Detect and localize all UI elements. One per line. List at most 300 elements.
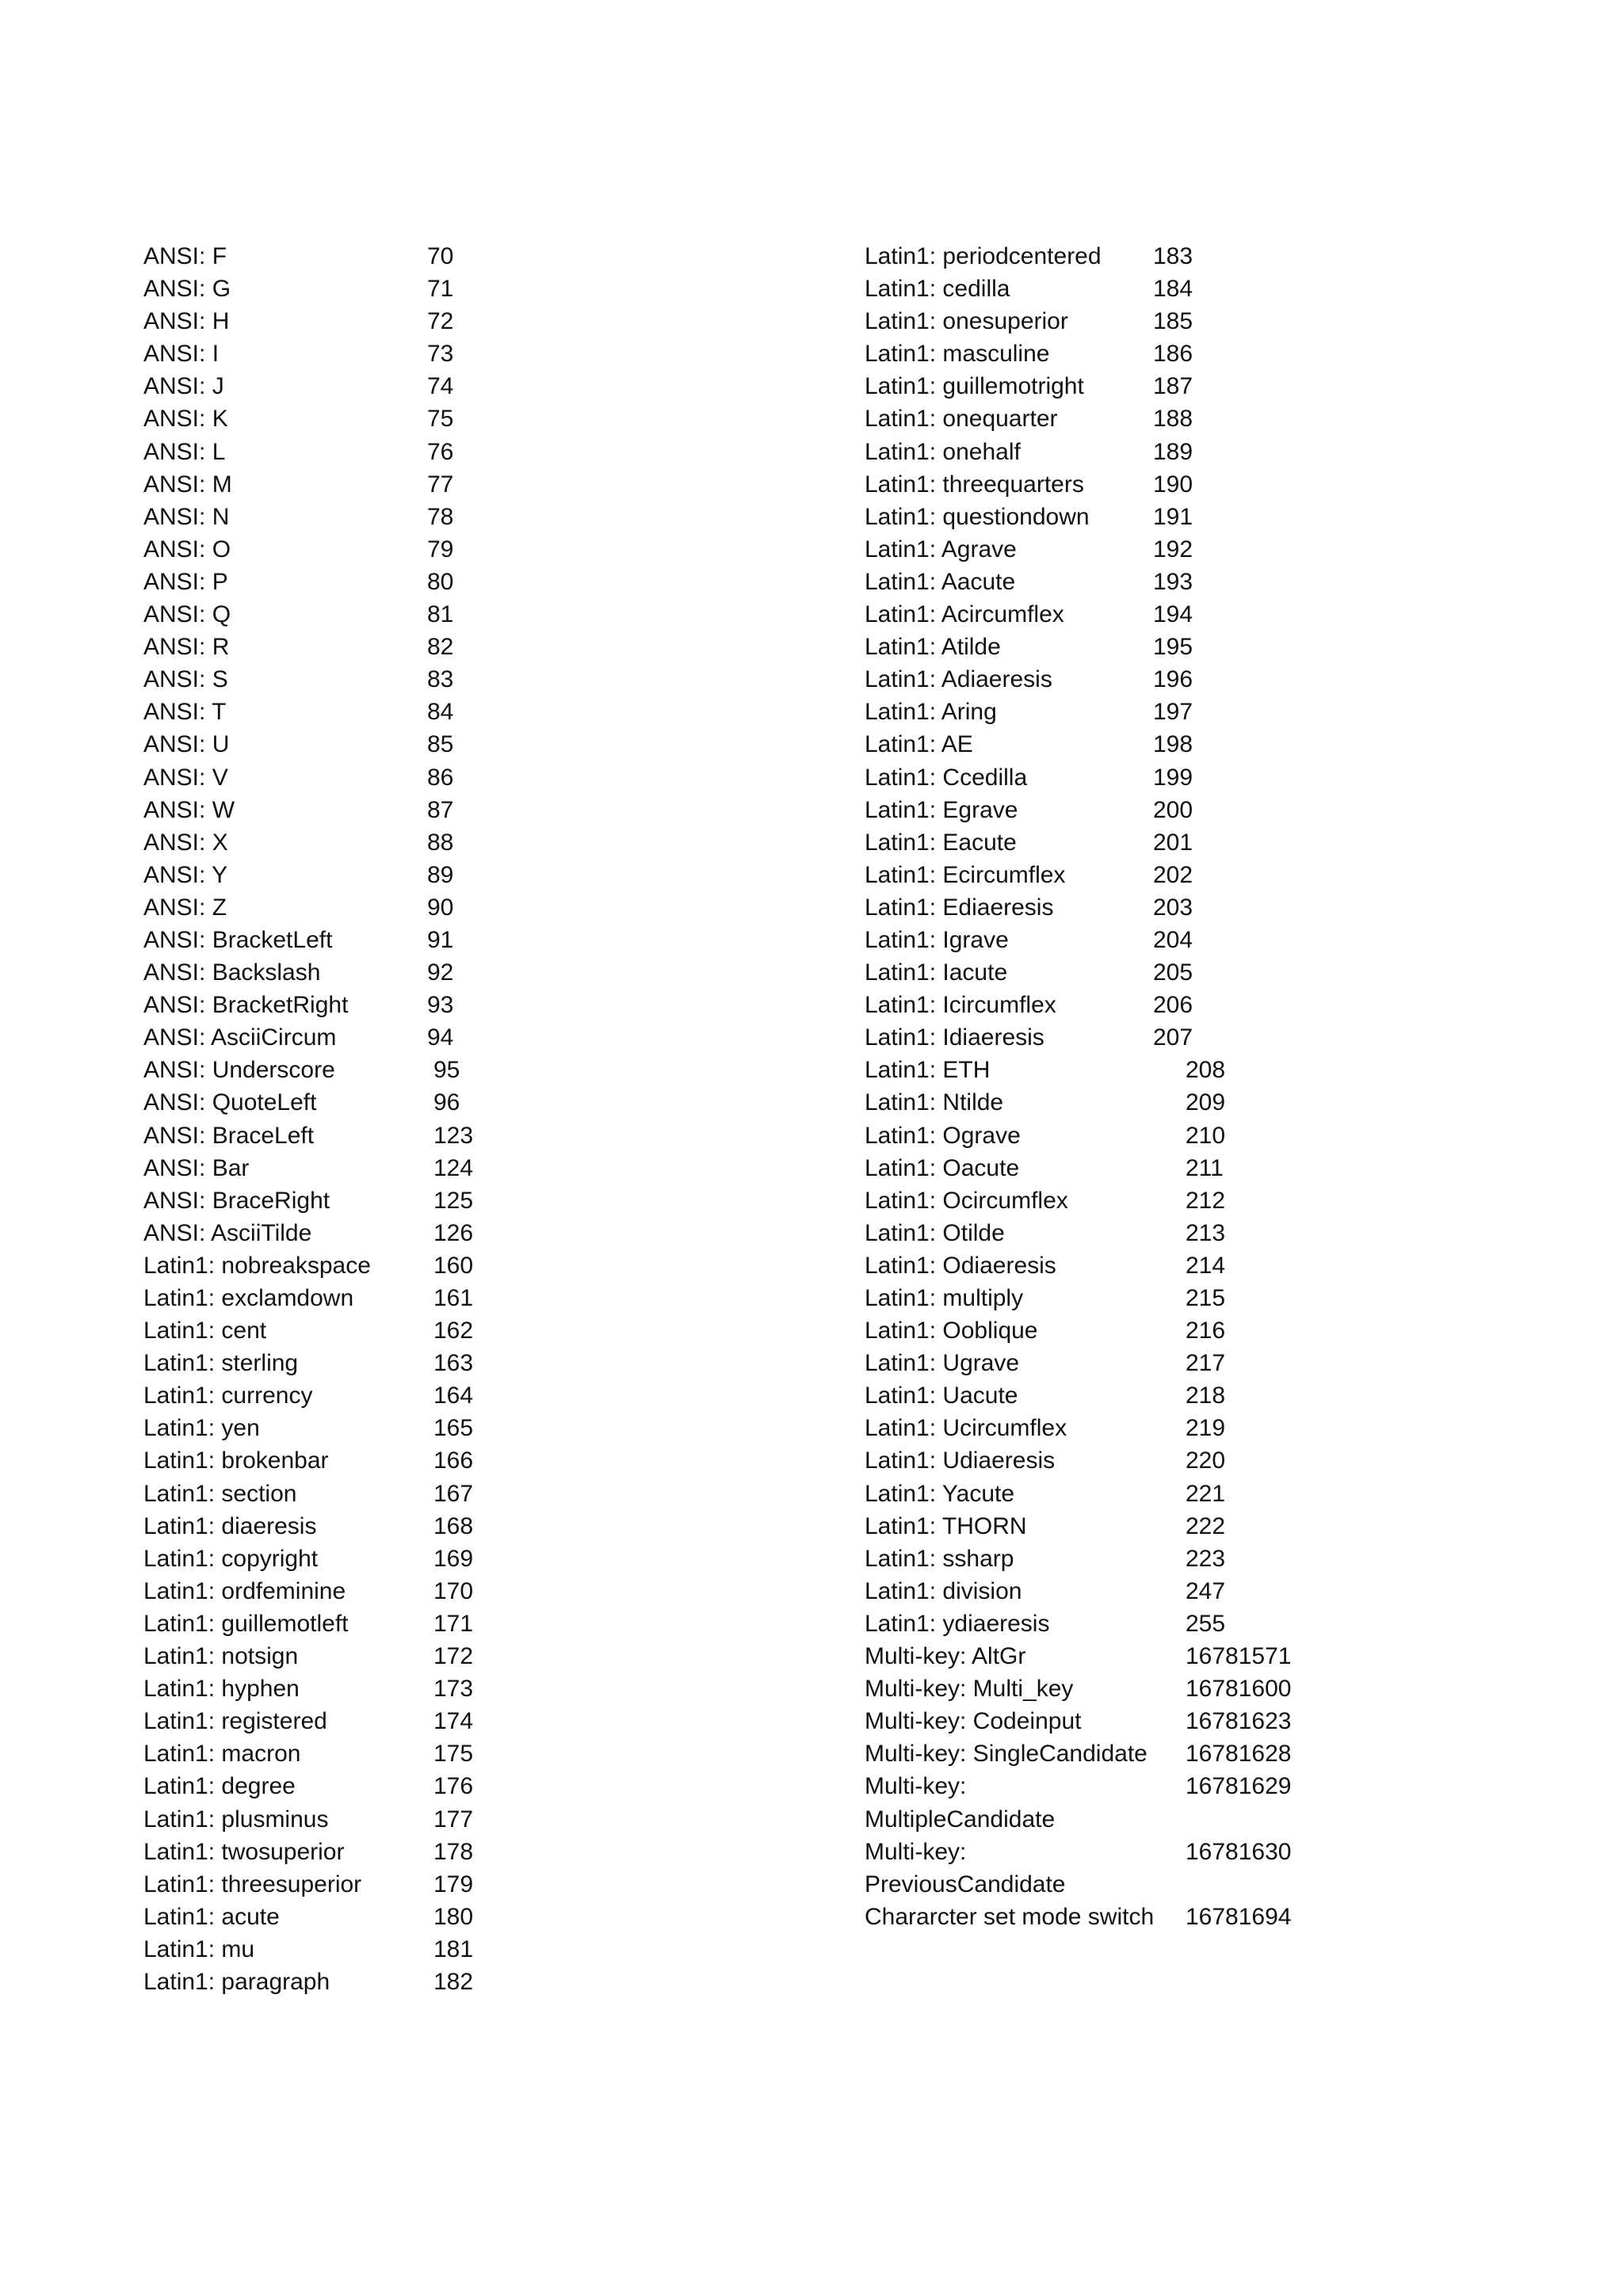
key-name-label: Latin1: Igrave	[865, 926, 1009, 953]
key-code-value: 220	[1186, 1447, 1226, 1474]
key-name-label: Latin1: onequarter	[865, 406, 1058, 433]
key-code-row	[143, 631, 777, 663]
key-code-value: 209	[1186, 1089, 1226, 1116]
key-code-row	[143, 1737, 777, 1770]
key-name-label: Latin1: Atilde	[865, 634, 1001, 661]
key-name-label: Multi-key: Codeinput	[865, 1708, 1082, 1735]
key-code-row	[143, 924, 777, 956]
key-code-value: 16781628	[1186, 1741, 1292, 1768]
key-code-row	[143, 1412, 777, 1444]
key-code-row	[865, 1608, 1578, 1640]
key-code-row	[143, 1640, 777, 1672]
key-code-row	[143, 1249, 777, 1282]
key-code-value: 77	[427, 471, 454, 498]
key-code-row	[865, 826, 1578, 859]
key-code-value: 186	[1153, 341, 1193, 368]
key-code-row	[865, 1444, 1578, 1477]
key-name-label: ANSI: N	[143, 503, 230, 530]
key-name-label: Latin1: Yacute	[865, 1480, 1015, 1507]
key-code-row	[865, 1510, 1578, 1543]
key-code-row	[143, 663, 777, 696]
key-code-row	[865, 1640, 1578, 1672]
key-code-value: 184	[1153, 276, 1193, 303]
key-code-value: 73	[427, 341, 454, 368]
key-code-value: 217	[1186, 1350, 1226, 1377]
key-name-label: ANSI: S	[143, 666, 228, 693]
key-name-label: Latin1: Uacute	[865, 1383, 1018, 1409]
key-code-value: 206	[1153, 992, 1193, 1019]
key-code-row	[143, 1510, 777, 1543]
key-code-value: 163	[433, 1350, 474, 1377]
key-code-row	[143, 1901, 777, 1933]
key-code-row	[143, 1575, 777, 1608]
key-code-row	[143, 533, 777, 566]
key-name-label: Latin1: Ugrave	[865, 1350, 1020, 1377]
key-name-label: Latin1: Ocircumflex	[865, 1187, 1068, 1214]
key-code-value: 84	[427, 699, 454, 726]
key-code-value: 16781629	[1186, 1773, 1292, 1800]
key-code-row	[143, 1705, 777, 1737]
key-code-row	[865, 1249, 1578, 1282]
key-name-label: Latin1: degree	[143, 1773, 296, 1800]
key-code-row	[143, 1770, 777, 1802]
key-code-row	[143, 1444, 777, 1477]
key-name-label: Latin1: AE	[865, 731, 973, 758]
key-code-value: 124	[433, 1154, 474, 1181]
key-name-label: ANSI: P	[143, 568, 228, 595]
key-code-row	[865, 696, 1578, 728]
key-code-row	[865, 1543, 1578, 1575]
key-name-label: Latin1: exclamdown	[143, 1285, 354, 1311]
key-name-label: Latin1: Ecircumflex	[865, 861, 1066, 888]
key-code-value: 94	[427, 1024, 454, 1051]
key-name-label: Latin1: cent	[143, 1318, 267, 1344]
key-name-label: Latin1: Ediaeresis	[865, 894, 1054, 921]
key-code-value: 189	[1153, 438, 1193, 465]
key-code-row	[865, 859, 1578, 891]
key-name-label: Latin1: Iacute	[865, 959, 1008, 986]
key-name-label: ANSI: I	[143, 341, 220, 368]
key-code-value: 123	[433, 1122, 474, 1149]
key-name-label: Latin1: Ooblique	[865, 1318, 1038, 1344]
key-code-value: 178	[433, 1838, 474, 1865]
key-code-value: 81	[427, 601, 454, 628]
key-code-row	[865, 1737, 1578, 1770]
key-name-label: ANSI: G	[143, 276, 231, 303]
key-code-value: 173	[433, 1676, 474, 1703]
key-code-value: 210	[1186, 1122, 1226, 1149]
key-code-value: 79	[427, 536, 454, 563]
key-name-label: Latin1: masculine	[865, 341, 1050, 368]
key-name-label: Latin1: guillemotright	[865, 373, 1084, 400]
key-code-value: 208	[1186, 1057, 1226, 1084]
key-name-label: Latin1: threequarters	[865, 471, 1084, 498]
key-code-value: 88	[427, 829, 454, 856]
key-code-value: 70	[427, 243, 454, 269]
key-name-label: ANSI: M	[143, 471, 232, 498]
key-code-value: 193	[1153, 568, 1193, 595]
key-code-value: 198	[1153, 731, 1193, 758]
key-code-value: 95	[433, 1057, 460, 1084]
key-code-row	[143, 1119, 777, 1152]
key-code-value: 85	[427, 731, 454, 758]
key-code-value: 203	[1153, 894, 1193, 921]
key-code-value: 167	[433, 1480, 474, 1507]
key-code-value: 213	[1186, 1219, 1226, 1246]
key-code-row	[865, 1282, 1578, 1314]
key-code-value: 187	[1153, 373, 1193, 400]
key-name-label: Latin1: yen	[143, 1415, 260, 1442]
key-code-row	[143, 1836, 777, 1868]
key-code-value: 216	[1186, 1318, 1226, 1344]
key-code-row	[143, 1478, 777, 1510]
key-code-row	[143, 273, 777, 305]
key-code-row	[143, 240, 777, 273]
key-name-label: Latin1: hyphen	[143, 1676, 300, 1703]
key-code-value: 87	[427, 796, 454, 823]
key-name-label: ANSI: L	[143, 438, 226, 465]
key-name-label: ANSI: Q	[143, 601, 231, 628]
key-code-value: 205	[1153, 959, 1193, 986]
key-name-label: ANSI: J	[143, 373, 224, 400]
key-code-row	[865, 1705, 1578, 1737]
key-code-row	[865, 240, 1578, 273]
key-code-row	[143, 370, 777, 402]
key-code-row	[865, 1672, 1578, 1705]
key-name-label: ANSI: V	[143, 764, 228, 791]
key-code-value: 170	[433, 1577, 474, 1604]
key-code-row	[865, 273, 1578, 305]
key-code-value: 78	[427, 503, 454, 530]
key-code-value: 16781571	[1186, 1643, 1292, 1670]
key-code-value: 202	[1153, 861, 1193, 888]
key-code-row	[865, 468, 1578, 501]
key-code-row	[865, 1021, 1578, 1054]
key-name-label: Latin1: questiondown	[865, 503, 1090, 530]
key-name-label: Latin1: macron	[143, 1741, 301, 1768]
key-code-row	[143, 956, 777, 989]
key-name-label: ANSI: BracketLeft	[143, 926, 333, 953]
key-code-value: 195	[1153, 634, 1193, 661]
key-code-row	[143, 1868, 777, 1901]
key-code-row	[865, 1347, 1578, 1379]
key-name-label: Latin1: periodcentered	[865, 243, 1102, 269]
key-code-row	[865, 305, 1578, 338]
key-name-label: ANSI: BracketRight	[143, 992, 349, 1019]
left-key-column	[143, 240, 777, 1998]
key-code-value: 80	[427, 568, 454, 595]
key-code-value: 218	[1186, 1383, 1226, 1409]
key-code-value: 211	[1186, 1154, 1224, 1181]
key-name-label: ANSI: QuoteLeft	[143, 1089, 317, 1116]
key-name-label: Latin1: Eacute	[865, 829, 1017, 856]
key-name-label: Latin1: currency	[143, 1383, 313, 1409]
key-name-label: ANSI: W	[143, 796, 235, 823]
key-name-label: Latin1: Udiaeresis	[865, 1447, 1056, 1474]
key-code-row	[865, 794, 1578, 826]
key-code-row	[865, 956, 1578, 989]
key-code-value: 185	[1153, 308, 1193, 335]
key-code-row	[143, 1933, 777, 1966]
key-code-value: 180	[433, 1903, 474, 1930]
key-code-value: 162	[433, 1318, 474, 1344]
key-code-row	[865, 402, 1578, 435]
key-code-row	[143, 436, 777, 468]
key-name-label: Latin1: multiply	[865, 1285, 1024, 1311]
key-name-label: Latin1: Odiaeresis	[865, 1252, 1056, 1279]
key-code-row	[143, 1347, 777, 1379]
key-code-row	[865, 1478, 1578, 1510]
key-name-label: Latin1: paragraph	[143, 1968, 330, 1995]
key-code-row	[865, 663, 1578, 696]
key-code-value: 219	[1186, 1415, 1226, 1442]
key-name-label: Latin1: plusminus	[143, 1806, 329, 1833]
key-code-row	[865, 370, 1578, 402]
key-code-row	[865, 891, 1578, 924]
key-code-row	[865, 1054, 1578, 1086]
key-code-row	[143, 1086, 777, 1119]
key-code-value: 96	[433, 1089, 460, 1116]
key-code-row	[143, 305, 777, 338]
key-code-row	[143, 696, 777, 728]
key-name-label: Latin1: copyright	[143, 1545, 319, 1572]
key-name-label: Latin1: acute	[143, 1903, 280, 1930]
key-code-value: 86	[427, 764, 454, 791]
key-code-value: 183	[1153, 243, 1193, 269]
key-code-value: 215	[1186, 1285, 1226, 1311]
key-code-row	[143, 891, 777, 924]
key-code-value: 171	[433, 1610, 474, 1637]
key-code-row	[865, 338, 1578, 370]
key-code-value: 200	[1153, 796, 1193, 823]
key-code-row	[865, 1575, 1578, 1608]
key-name-label: Latin1: registered	[143, 1708, 327, 1735]
key-code-row	[143, 1543, 777, 1575]
key-name-label: Multi-key: PreviousCandidate	[865, 1838, 1066, 1897]
key-code-row	[865, 1217, 1578, 1249]
key-name-label: Latin1: nobreakspace	[143, 1252, 371, 1279]
key-code-value: 93	[427, 992, 454, 1019]
key-code-value: 16781694	[1186, 1903, 1292, 1930]
key-code-value: 83	[427, 666, 454, 693]
key-code-value: 16781600	[1186, 1676, 1292, 1703]
key-code-value: 172	[433, 1643, 474, 1670]
key-code-value: 177	[433, 1806, 474, 1833]
key-code-value: 169	[433, 1545, 474, 1572]
key-code-row	[143, 566, 777, 598]
key-code-row	[865, 1184, 1578, 1217]
key-code-value: 161	[433, 1285, 474, 1311]
key-name-label: Latin1: Ograve	[865, 1122, 1021, 1149]
key-code-value: 204	[1153, 926, 1193, 953]
key-name-label: ANSI: K	[143, 406, 228, 433]
key-code-row	[865, 1119, 1578, 1152]
key-name-label: ANSI: H	[143, 308, 230, 335]
key-name-label: Latin1: Adiaeresis	[865, 666, 1052, 693]
key-name-label: Latin1: twosuperior	[143, 1838, 345, 1865]
key-code-value: 212	[1186, 1187, 1226, 1214]
key-code-row	[865, 436, 1578, 468]
key-code-row	[143, 826, 777, 859]
key-name-label: Latin1: Otilde	[865, 1219, 1005, 1246]
key-code-row	[143, 1966, 777, 1998]
key-name-label: ANSI: Y	[143, 861, 228, 888]
key-name-label: Multi-key: MultipleCandidate	[865, 1773, 1056, 1833]
key-name-label: Latin1: mu	[143, 1936, 255, 1962]
key-code-value: 221	[1186, 1480, 1226, 1507]
key-code-row	[143, 1608, 777, 1640]
key-name-label: Latin1: section	[143, 1480, 297, 1507]
key-code-row	[143, 794, 777, 826]
key-name-label: Latin1: Ntilde	[865, 1089, 1004, 1116]
key-name-label: Latin1: Agrave	[865, 536, 1017, 563]
key-code-value: 91	[427, 926, 454, 953]
key-code-row	[865, 989, 1578, 1021]
key-code-value: 164	[433, 1383, 474, 1409]
key-name-label: Latin1: Ccedilla	[865, 764, 1028, 791]
key-name-label: ANSI: F	[143, 243, 227, 269]
key-code-row	[143, 501, 777, 533]
key-code-row	[143, 1021, 777, 1054]
key-name-label: Latin1: brokenbar	[143, 1447, 329, 1474]
key-code-row	[865, 1314, 1578, 1347]
key-name-label: Latin1: ETH	[865, 1057, 991, 1084]
key-name-label: Latin1: division	[865, 1577, 1022, 1604]
key-code-row	[143, 468, 777, 501]
key-code-value: 176	[433, 1773, 474, 1800]
key-code-value: 196	[1153, 666, 1193, 693]
key-code-value: 255	[1186, 1610, 1226, 1637]
key-name-label: ANSI: BraceRight	[143, 1187, 330, 1214]
key-code-value: 181	[433, 1936, 474, 1962]
key-code-value: 82	[427, 634, 454, 661]
key-code-value: 179	[433, 1871, 474, 1897]
key-code-value: 75	[427, 406, 454, 433]
key-name-label: ANSI: AsciiCircum	[143, 1024, 337, 1051]
key-code-row	[865, 1901, 1578, 1966]
key-code-row	[865, 631, 1578, 663]
key-code-value: 166	[433, 1447, 474, 1474]
key-code-value: 191	[1153, 503, 1193, 530]
key-name-label: ANSI: O	[143, 536, 231, 563]
key-name-label: Latin1: Oacute	[865, 1154, 1020, 1181]
key-code-value: 174	[433, 1708, 474, 1735]
key-name-label: Latin1: Ucircumflex	[865, 1415, 1067, 1442]
right-key-column	[865, 240, 1578, 1966]
key-code-value: 160	[433, 1252, 474, 1279]
key-code-value: 16781630	[1186, 1838, 1292, 1865]
key-code-value: 247	[1186, 1577, 1226, 1604]
key-name-label: Latin1: THORN	[865, 1512, 1027, 1539]
key-name-label: Latin1: Acircumflex	[865, 601, 1064, 628]
key-code-row	[143, 598, 777, 631]
key-code-row	[143, 1152, 777, 1184]
key-code-row	[143, 1379, 777, 1412]
key-code-value: 89	[427, 861, 454, 888]
key-code-row	[143, 402, 777, 435]
key-code-row	[143, 1217, 777, 1249]
key-code-value: 222	[1186, 1512, 1226, 1539]
key-name-label: ANSI: R	[143, 634, 230, 661]
key-code-value: 188	[1153, 406, 1193, 433]
key-name-label: ANSI: Underscore	[143, 1057, 335, 1084]
key-name-label: Latin1: ordfeminine	[143, 1577, 346, 1604]
key-name-label: ANSI: U	[143, 731, 230, 758]
key-name-label: ANSI: AsciiTilde	[143, 1219, 312, 1246]
key-code-row	[143, 761, 777, 794]
key-code-row	[865, 1152, 1578, 1184]
key-code-value: 16781623	[1186, 1708, 1292, 1735]
key-code-value: 90	[427, 894, 454, 921]
key-code-row	[865, 501, 1578, 533]
key-code-value: 72	[427, 308, 454, 335]
key-name-label: Latin1: Icircumflex	[865, 992, 1056, 1019]
key-code-row	[865, 761, 1578, 794]
key-name-label: Latin1: diaeresis	[143, 1512, 317, 1539]
key-name-label: Latin1: ydiaeresis	[865, 1610, 1050, 1637]
key-name-label: Multi-key: Multi_key	[865, 1676, 1074, 1703]
key-name-label: Latin1: notsign	[143, 1643, 299, 1670]
key-code-value: 126	[433, 1219, 474, 1246]
key-code-value: 223	[1186, 1545, 1226, 1572]
key-code-value: 182	[433, 1968, 474, 1995]
key-code-row	[143, 1314, 777, 1347]
key-code-row	[865, 1770, 1578, 1835]
key-code-value: 125	[433, 1187, 474, 1214]
key-name-label: ANSI: Bar	[143, 1154, 250, 1181]
key-code-value: 190	[1153, 471, 1193, 498]
key-name-label: Latin1: cedilla	[865, 276, 1010, 303]
key-name-label: ANSI: T	[143, 699, 227, 726]
key-code-row	[865, 598, 1578, 631]
key-code-row	[865, 533, 1578, 566]
key-name-label: Latin1: ssharp	[865, 1545, 1014, 1572]
key-name-label: Latin1: sterling	[143, 1350, 299, 1377]
key-code-value: 207	[1153, 1024, 1193, 1051]
key-code-value: 168	[433, 1512, 474, 1539]
key-code-value: 192	[1153, 536, 1193, 563]
key-code-value: 92	[427, 959, 454, 986]
key-code-row	[865, 1836, 1578, 1901]
key-name-label: Multi-key: SingleCandidate	[865, 1741, 1148, 1768]
key-code-row	[143, 1184, 777, 1217]
key-code-row	[865, 728, 1578, 761]
key-code-row	[143, 1672, 777, 1705]
key-code-value: 175	[433, 1741, 474, 1768]
key-code-row	[143, 1803, 777, 1836]
key-code-value: 165	[433, 1415, 474, 1442]
key-code-row	[143, 728, 777, 761]
key-name-label: ANSI: Z	[143, 894, 227, 921]
key-code-row	[865, 924, 1578, 956]
key-name-label: Latin1: guillemotleft	[143, 1610, 349, 1637]
key-name-label: Latin1: onesuperior	[865, 308, 1068, 335]
key-code-value: 199	[1153, 764, 1193, 791]
key-code-row	[143, 1054, 777, 1086]
key-code-row	[143, 859, 777, 891]
key-code-value: 214	[1186, 1252, 1226, 1279]
key-name-label: Latin1: threesuperior	[143, 1871, 362, 1897]
key-name-label: ANSI: Backslash	[143, 959, 321, 986]
key-name-label: Latin1: onehalf	[865, 438, 1021, 465]
key-name-label: Latin1: Egrave	[865, 796, 1018, 823]
key-code-row	[865, 566, 1578, 598]
key-code-row	[143, 1282, 777, 1314]
key-code-row	[865, 1412, 1578, 1444]
key-name-label: Latin1: Aacute	[865, 568, 1016, 595]
key-name-label: ANSI: X	[143, 829, 228, 856]
key-code-value: 194	[1153, 601, 1193, 628]
